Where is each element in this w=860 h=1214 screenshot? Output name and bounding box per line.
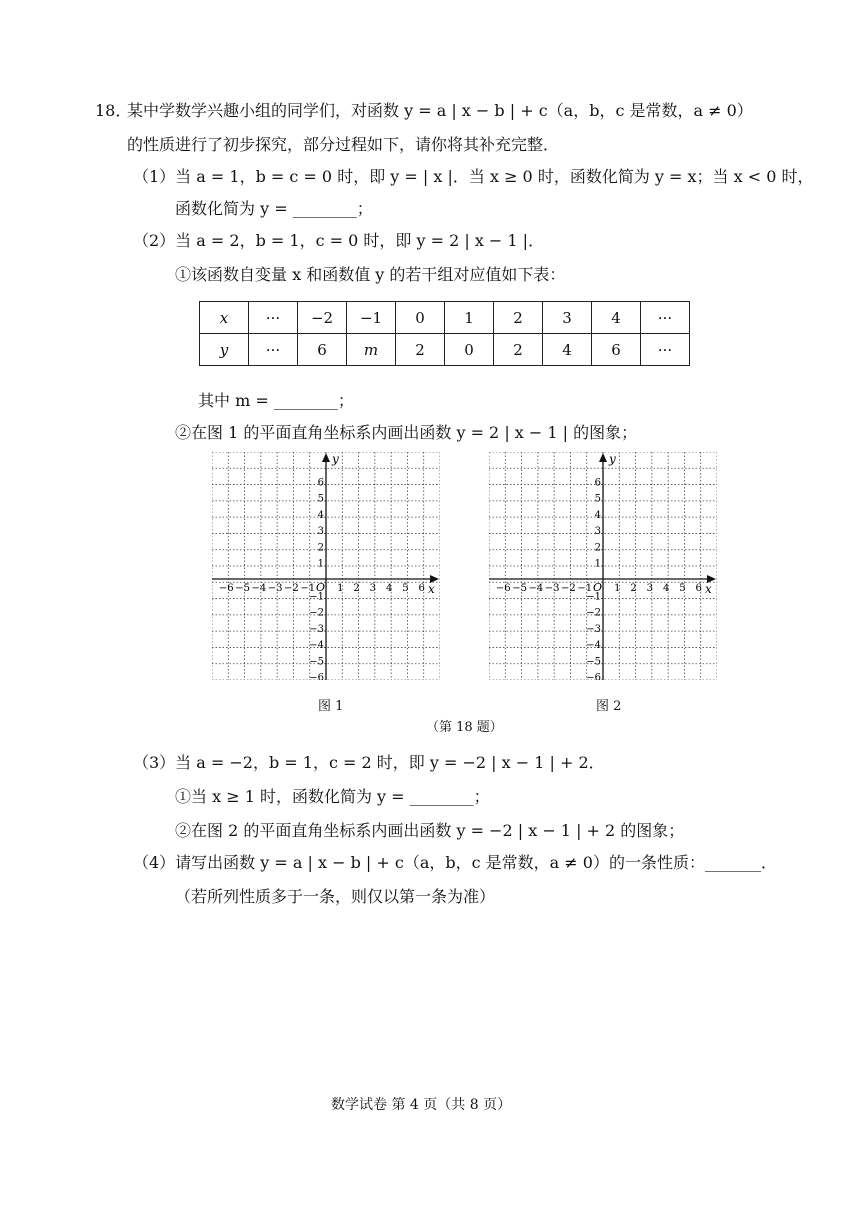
table-cell: 0 [396,302,445,334]
x-tick-label: −6 [218,583,234,595]
y-tick-label: 5 [594,493,601,505]
y-tick-label: −5 [309,656,324,668]
table-cell: ··· [641,334,690,366]
part2-sub2: ②在图 1 的平面直角坐标系内画出函数 y = 2 | x − 1 | 的图象； [175,423,638,442]
figure1-coordinate-grid [212,452,440,680]
y-tick-label: 3 [594,526,601,538]
x-tick-label: 5 [679,583,686,595]
table-cell: m [347,334,396,366]
x-axis-label: x [428,582,435,597]
table-cell: ··· [249,334,298,366]
x-tick-label: −5 [512,583,527,595]
y-tick-label: −6 [586,672,601,680]
question-intro-line1: 某中学数学兴趣小组的同学们，对函数 y = a | x − b | + c（a，b，c 是常数，a ≠ 0） [127,101,753,120]
y-tick-label: −2 [586,607,601,619]
part2-line1: （2）当 a = 2，b = 1，c = 0 时，即 y = 2 | x − 1 |． [133,231,545,250]
table-cell: 4 [592,302,641,334]
origin-label: O [316,581,326,595]
x-tick-label: −5 [235,583,250,595]
x-tick-label: 2 [353,583,360,595]
x-tick-label: −6 [495,583,511,595]
part3-sub2: ②在图 2 的平面直角坐标系内画出函数 y = −2 | x − 1 | + 2 的图象； [175,821,685,840]
y-tick-label: −2 [309,607,324,619]
x-tick-label: 6 [418,583,425,595]
y-tick-label: −5 [586,656,601,668]
x-tick-label: −1 [577,583,593,595]
y-tick-label: −4 [309,640,324,652]
x-tick-label: 4 [662,583,670,595]
y-tick-label: −1 [309,591,324,603]
x-tick-label: 6 [695,583,702,595]
table-cell: 4 [543,334,592,366]
question-intro-line2: 的性质进行了初步探究，部分过程如下，请你将其补充完整． [127,135,560,154]
y-tick-label: −4 [586,640,601,652]
y-axis-label: y [609,452,616,466]
origin-label: O [593,581,603,595]
table-cell: x [200,302,249,334]
x-tick-label: 4 [385,583,393,595]
value-table [199,301,690,366]
part2-m-blank: 其中 m = ________； [198,391,354,410]
part1-line2: 函数化简为 y = ________； [175,199,373,218]
figure2-coordinate-grid [489,452,717,680]
x-tick-label: 5 [402,583,409,595]
x-tick-label: 2 [630,583,637,595]
figure1-caption: 图 1 [318,699,344,714]
figure2-caption: 图 2 [596,699,622,714]
table-row [200,334,690,366]
y-tick-label: −3 [309,623,324,635]
table-row [200,302,690,334]
y-tick-label: −3 [586,623,601,635]
x-axis-label: x [705,582,712,597]
figure-caption: （第 18 题） [426,720,503,735]
table-cell: 0 [445,334,494,366]
y-tick-label: 2 [317,542,324,554]
table-cell: 6 [592,334,641,366]
x-tick-label: −3 [544,583,560,595]
table-cell: ··· [641,302,690,334]
table-cell: −1 [347,302,396,334]
x-tick-label: −2 [561,583,576,595]
y-tick-label: 5 [317,493,324,505]
question-number: 18． [95,101,132,120]
part4-line1: （4）请写出函数 y = a | x − b | + c（a，b，c 是常数，a ≠ 0）的一条性质：_______． [133,853,777,872]
y-tick-label: 6 [594,477,601,489]
y-tick-label: −1 [586,591,601,603]
y-tick-label: 2 [594,542,601,554]
x-tick-label: 1 [337,583,344,595]
x-tick-label: −4 [251,583,267,595]
x-tick-label: 1 [614,583,621,595]
y-tick-label: 1 [317,558,324,570]
part2-sub1: ①该函数自变量 x 和函数值 y 的若干组对应值如下表： [175,265,566,284]
table-cell: ··· [249,302,298,334]
table-cell: 6 [298,334,347,366]
y-axis-arrow [322,453,330,462]
x-tick-label: −4 [528,583,544,595]
y-axis-label: y [332,452,339,466]
y-tick-label: 4 [594,509,601,521]
table-cell: 2 [396,334,445,366]
table-cell: −2 [298,302,347,334]
y-tick-label: 3 [317,526,324,538]
x-tick-label: 3 [646,583,654,595]
part3-line1: （3）当 a = −2，b = 1，c = 2 时，即 y = −2 | x − 1 | + 2． [133,753,605,772]
y-tick-label: 4 [317,509,324,521]
y-axis-arrow [599,453,607,462]
table-cell: 2 [494,334,543,366]
table-cell: y [200,334,249,366]
x-tick-label: 3 [369,583,377,595]
part1-line1: （1）当 a = 1，b = c = 0 时，即 y = | x |．当 x ≥ 0 时，函数化简为 y = x；当 x < 0 时， [133,167,814,186]
x-tick-label: −2 [284,583,299,595]
page-footer: 数学试卷 第 4 页（共 8 页） [331,1097,512,1113]
x-tick-label: −3 [267,583,283,595]
table-cell: 2 [494,302,543,334]
table-cell: 1 [445,302,494,334]
part3-sub1: ①当 x ≥ 1 时，函数化简为 y = ________； [175,787,490,806]
x-tick-label: −1 [300,583,316,595]
y-tick-label: 1 [594,558,601,570]
table-cell: 3 [543,302,592,334]
part4-line2: （若所列性质多于一条，则仅以第一条为准） [175,887,496,906]
y-tick-label: 6 [317,477,324,489]
y-tick-label: −6 [309,672,324,680]
